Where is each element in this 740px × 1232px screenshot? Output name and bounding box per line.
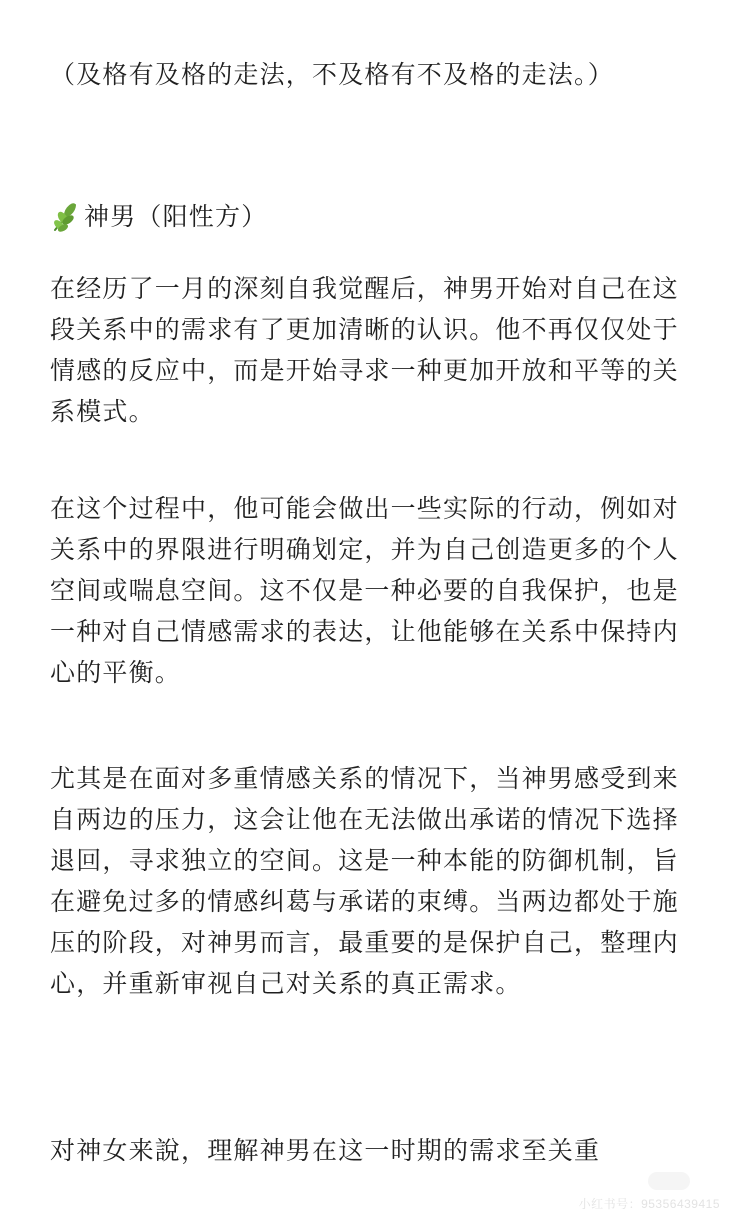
section-heading-text: 神男（阳性方） — [84, 202, 268, 231]
paragraph-1: 在经历了一月的深刻自我觉醒后，神男开始对自己在这段关系中的需求有了更加清晰的认识。他不再仅仅处于情感的反应中，而是开始寻求一种更加开放和平等的关系模式。 — [50, 274, 679, 426]
paragraph-4: 对神女来說，理解神男在这一时期的需求至关重 — [50, 1136, 601, 1165]
section-heading — [50, 196, 700, 237]
paragraph-2: 在这个过程中，他可能会做出一些实际的行动，例如对关系中的界限进行明确划定，并为自己创造更多的个人空间或喘息空间。这不仅是一种必要的自我保护，也是一种对自己情感需求的表达，让他能够在关系中保持内心的平衡。 — [50, 494, 679, 687]
paragraph-3: 尤其是在面对多重情感关系的情况下，当神男感受到来自两边的压力，这会让他在无法做出承诺的情况下选择退回，寻求独立的空间。这是一种本能的防御机制，旨在避免过多的情感纠葛与承诺的束缚。当两边都处于施压的阶段，对神男而言，最重要的是保护自己，整理内心，并重新审视自己对关系的真正需求。 — [50, 764, 679, 998]
intro-note: （及格有及格的走法，不及格有不及格的走法。） — [50, 60, 614, 89]
watermark-text: 小红书号：95356439415 — [578, 1197, 720, 1211]
herb-leaf-icon — [50, 200, 80, 234]
watermark-badge — [648, 1172, 690, 1190]
